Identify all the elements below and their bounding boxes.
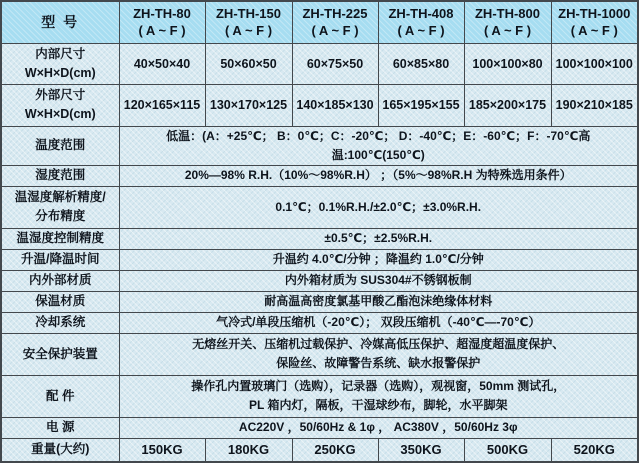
- table-row-resolution-accuracy: [1, 186, 638, 228]
- row-label: 安全保护装置: [1, 333, 119, 375]
- spec-span-cell: [119, 333, 638, 375]
- spec-value-cell: 130×170×125: [205, 84, 292, 126]
- spec-span-cell: ±0.5℃；±2.5%R.H.: [119, 228, 638, 249]
- spec-span-cell: 耐高温高密度氯基甲酸乙酯泡沫绝缘体材料: [119, 291, 638, 312]
- spec-value-cell: 180KG: [205, 438, 292, 462]
- model-header-cell: [119, 1, 205, 43]
- row-label-line2: W×H×D(cm): [24, 107, 96, 121]
- spec-value-cell: 185×200×175: [464, 84, 551, 126]
- spec-value-cell: 120×165×115: [119, 84, 205, 126]
- row-label: 湿度范围: [1, 165, 119, 186]
- row-label: 温湿度控制精度: [1, 228, 119, 249]
- row-label: 电 源: [1, 417, 119, 438]
- table-row-weight: [1, 438, 638, 462]
- model-header-cell: [205, 1, 292, 43]
- model-header-cell: [464, 1, 551, 43]
- spec-value-cell: 250KG: [292, 438, 378, 462]
- spec-value-cell: 40×50×40: [119, 43, 205, 84]
- model-name: ZH-TH-800: [474, 6, 540, 22]
- row-label: 内外部材质: [1, 270, 119, 291]
- spec-span-cell: 低温：(A：+25℃； B：0℃；C：-20℃； D：-40℃；E：-60℃；F：-70℃高温:100℃(150℃): [119, 126, 638, 165]
- model-variant: ( A ~ F ): [397, 23, 445, 39]
- corner-label: 型 号: [1, 1, 119, 43]
- spec-value-cell: 190×210×185: [551, 84, 638, 126]
- model-header-cell: [378, 1, 464, 43]
- model-header-cell: [292, 1, 378, 43]
- spec-span-cell: 0.1℃；0.1%R.H./±2.0℃；±3.0%R.H.: [119, 186, 638, 228]
- row-label: 重量(大约): [1, 438, 119, 462]
- spec-line1: 无熔丝开关、压缩机过载保护、冷媒高低压保护、超湿度超温度保护、: [192, 337, 565, 351]
- spec-value-cell: 500KG: [464, 438, 551, 462]
- model-header-cell: [551, 1, 638, 43]
- row-label-line1: 外部尺寸: [35, 88, 86, 102]
- model-variant: ( A ~ F ): [483, 23, 532, 39]
- model-name: ZH-TH-408: [388, 6, 454, 22]
- spec-value-cell: 100×100×100: [551, 43, 638, 84]
- spec-span-cell: 内外箱材质为 SUS304#不锈钢板制: [119, 270, 638, 291]
- spec-value-cell: 165×195×155: [378, 84, 464, 126]
- row-label-line1: 温湿度解析精度/: [14, 190, 106, 204]
- spec-span-cell: AC220V ，50/60Hz & 1φ ， AC380V ，50/60Hz 3φ: [119, 417, 638, 438]
- spec-value-cell: 150KG: [119, 438, 205, 462]
- table-row-material: [1, 270, 638, 291]
- spec-line1: 操作孔内置玻璃门（选购），记录器（选购），观视窗，50mm 测试孔，: [191, 379, 566, 393]
- row-label-line1: 内部尺寸: [35, 46, 86, 61]
- table-row-insulation: [1, 291, 638, 312]
- model-variant: ( A ~ F ): [311, 23, 359, 39]
- spec-line2: 保险丝、故障警告系统、缺水报警保护: [276, 356, 481, 370]
- row-label: 升温/降温时间: [1, 249, 119, 270]
- row-label: 配 件: [1, 375, 119, 417]
- spec-value-cell: 50×60×50: [205, 43, 292, 84]
- row-label: 温度范围: [1, 126, 119, 165]
- row-label-line2: W×H×D(cm): [24, 65, 96, 80]
- table-row-control-accuracy: [1, 228, 638, 249]
- table-header-row: [1, 1, 638, 43]
- table-row-humidity-range: [1, 165, 638, 186]
- spec-span-cell: 气冷式/单段压缩机（-20℃）； 双段压缩机（-40℃—-70℃）: [119, 312, 638, 333]
- row-label-line2: 分布精度: [35, 209, 86, 223]
- row-label: [1, 43, 119, 84]
- spec-value-cell: 520KG: [551, 438, 638, 462]
- spec-value-cell: 140×185×130: [292, 84, 378, 126]
- spec-span-cell: [119, 375, 638, 417]
- table-row-power: [1, 417, 638, 438]
- spec-value-cell: 100×100×80: [464, 43, 551, 84]
- model-name: ZH-TH-150: [215, 6, 281, 22]
- spec-value-cell: 60×75×50: [292, 43, 378, 84]
- row-label: 保温材质: [1, 291, 119, 312]
- spec-value-cell: 60×85×80: [378, 43, 464, 84]
- table-row-heating-cooling-time: [1, 249, 638, 270]
- table-row-safety-devices: [1, 333, 638, 375]
- row-label: [1, 186, 119, 228]
- table-row-external-size: [1, 84, 638, 126]
- model-name: ZH-TH-80: [133, 6, 191, 22]
- model-variant: ( A ~ F ): [570, 23, 618, 39]
- table-row-temp-range: [1, 126, 638, 165]
- row-label: 冷却系统: [1, 312, 119, 333]
- row-label: [1, 84, 119, 126]
- model-name: ZH-TH-225: [302, 6, 368, 22]
- model-variant: ( A ~ F ): [138, 23, 186, 39]
- spec-span-cell: 20%—98% R.H.（10%～98%R.H） ；（5%～98%R.H 为特殊选用条件）: [119, 165, 638, 186]
- model-name: ZH-TH-1000: [558, 6, 631, 22]
- spec-value-cell: 350KG: [378, 438, 464, 462]
- table-row-accessories: [1, 375, 638, 417]
- spec-line2: PL 箱内灯，隔板，干湿球纱布，脚轮，水平脚架: [249, 398, 508, 412]
- spec-span-cell: 升温约 4.0℃/分钟 ；降温约 1.0℃/分钟: [119, 249, 638, 270]
- table-row-internal-size: [1, 43, 638, 84]
- model-variant: ( A ~ F ): [224, 23, 273, 39]
- table-row-cooling-system: [1, 312, 638, 333]
